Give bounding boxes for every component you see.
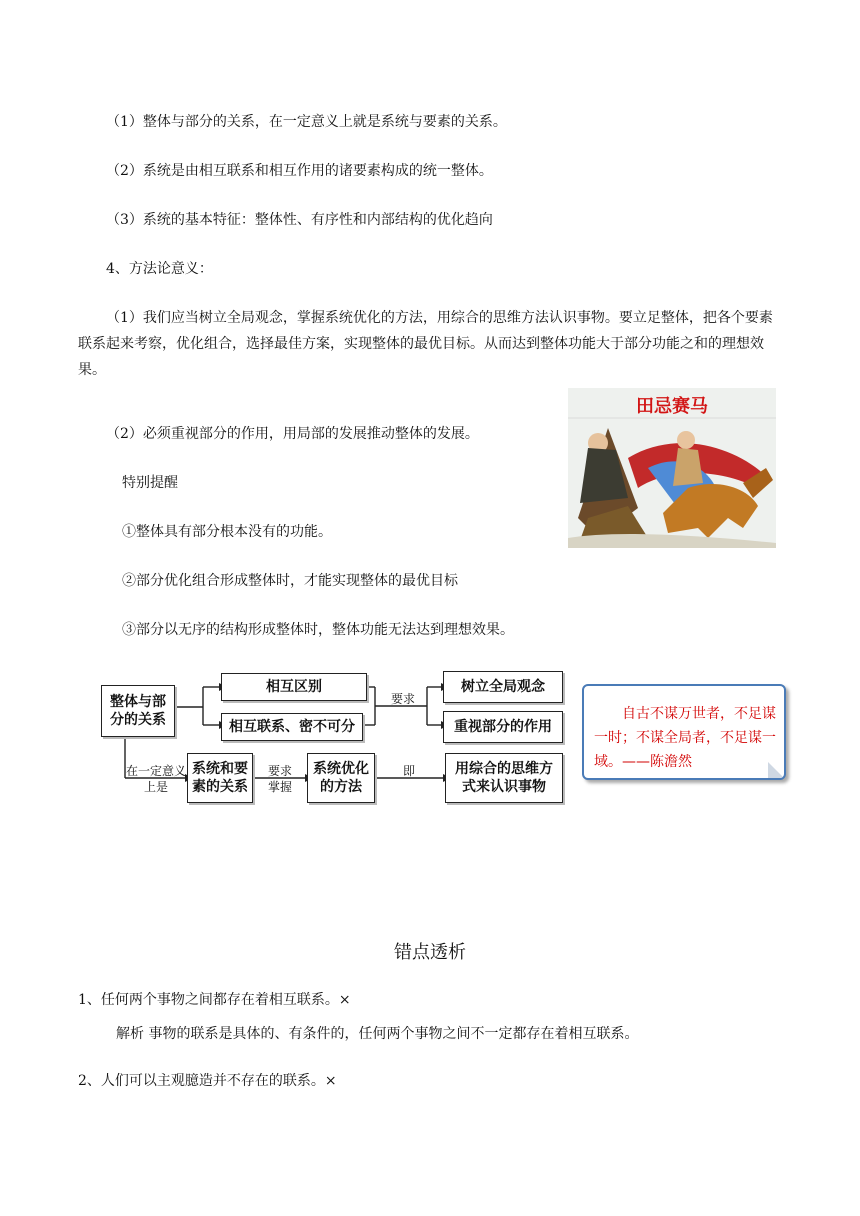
quote-card-fold [768, 762, 786, 780]
quote-text: 自古不谋万世者，不足谋一时；不谋全局者，不足谋一域。——陈澹然 [594, 706, 776, 770]
diagram-require2-label: 要求掌握 [267, 764, 292, 794]
diagram-comp-label: 用综合的思维方式来认识事物 [455, 761, 553, 795]
diagram-box-system-elements [187, 753, 253, 803]
tip-item-1: ①整体具有部分根本没有的功能。 [122, 524, 332, 540]
error-item-1-analysis: 解析 事物的联系是具体的、有条件的，任何两个事物之间不一定都存在着相互联系。 [116, 1026, 639, 1042]
diagram-diff-label: 相互区别 [266, 679, 322, 695]
tianji-horse-race-illustration [568, 388, 776, 548]
tip-title: 特别提醒 [122, 475, 178, 491]
paragraph-methodology-1: （1）我们应当树立全局观念，掌握系统优化的方法，用综合的思维方法认识事物。要立足整体，把各个要素联系起来考察，优化组合，选择最佳方案，实现整体的最优目标。从而达到整体功能大于部分功能之和的理想效果。 [78, 310, 773, 378]
diagram-ji-label: 即 [402, 764, 415, 778]
horse-race-drawing [568, 388, 776, 548]
diagram-box-difference [221, 673, 367, 701]
diagram-box-connection [221, 713, 363, 741]
diagram-box-global-view [443, 671, 563, 703]
diagram-box-part-role [443, 711, 563, 743]
error-item-2: 2、人们可以主观臆造并不存在的联系。× [78, 1073, 337, 1089]
text-line-1: （1）整体与部分的关系，在一定意义上就是系统与要素的关系。 [106, 114, 507, 130]
diagram-box-whole-part [101, 685, 175, 737]
diagram-sys-opt-label: 系统优化的方法 [313, 761, 369, 795]
section-title: 错点透析 [394, 942, 466, 963]
text-line-2: （2）系统是由相互联系和相互作用的诸要素构成的统一整体。 [106, 163, 493, 179]
diagram-link-label: 相互联系、密不可分 [229, 719, 355, 735]
diagram-sys-elem-label: 系统和要素的关系 [192, 761, 248, 795]
diagram-root-label: 整体与部分的关系 [110, 694, 166, 728]
quote-card [582, 684, 786, 780]
whole-part-relationship-diagram [95, 665, 575, 815]
diagram-require-label: 要求 [390, 692, 415, 706]
diagram-partrole-label: 重视部分的作用 [454, 719, 552, 735]
error-item-1: 1、任何两个事物之间都存在着相互联系。× [78, 992, 351, 1008]
tip-item-3: ③部分以无序的结构形成整体时，整体功能无法达到理想效果。 [122, 622, 514, 638]
illustration-caption: 田忌赛马 [636, 396, 708, 417]
section-heading-4: 4、方法论意义： [106, 261, 213, 277]
diagram-yiding-label: 在一定意义上是 [125, 764, 186, 794]
tip-item-2: ②部分优化组合形成整体时，才能实现整体的最优目标 [122, 573, 458, 589]
diagram-box-system-optimization [307, 753, 375, 803]
diagram-box-comprehensive-thinking [445, 753, 563, 803]
diagram-global-label: 树立全局观念 [461, 679, 545, 695]
text-line-3: （3）系统的基本特征：整体性、有序性和内部结构的优化趋向 [106, 212, 493, 228]
text-line-p2: （2）必须重视部分的作用，用局部的发展推动整体的发展。 [106, 426, 479, 442]
